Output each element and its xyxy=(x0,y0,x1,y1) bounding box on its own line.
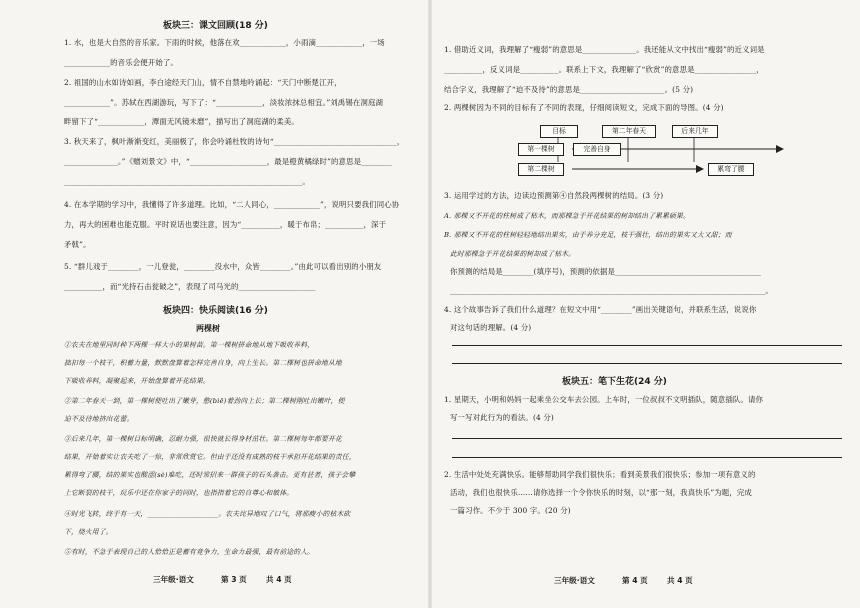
passage-line: 上它断裂的枝干，玩乐中还在你家子的同时，也指指着它的自尊心和敏体。 xyxy=(64,489,294,497)
s5-q1-line: 写一写对此行为的看法。(4 分) xyxy=(450,413,554,422)
answer-line xyxy=(452,438,842,439)
q1-line: 结合字义，我理解了“迫不及待”的意思是______________________。(5 分) xyxy=(444,85,694,94)
s5-q2-line: 一篇习作。不少于 300 字。(20 分) xyxy=(450,506,571,515)
right-page xyxy=(432,0,860,608)
passage-line: 下吸收养料，凝聚起来，开始盘算着开花结果。 xyxy=(64,377,210,385)
diagram-top-box: 后来几年 xyxy=(672,125,718,138)
diagram-second-tree: 第二棵树 xyxy=(518,163,564,176)
s5-q1-line: 1. 星期天，小明和妈妈一起乘坐公交车去公园。上车时，一位叔叔不文明插队，随意插队。请你 xyxy=(444,395,764,404)
section5-heading: 板块五：笔下生花(24 分) xyxy=(562,377,667,387)
s3-line: ____________的音乐会便开始了。 xyxy=(64,58,179,67)
passage-line: 拙扣每一个枝干，积蓄力量，默默盘算着怎样完善自身，向上生长。第二棵树也拼命地从地 xyxy=(64,359,342,367)
answer-line xyxy=(452,457,842,458)
footer-total: 共 4 页 xyxy=(667,576,693,585)
section4-heading: 板块四：快乐阅读(16 分) xyxy=(163,306,268,316)
s5-q2-line: 活动，我们也很快乐……请你选择一个令你快乐的时刻，以“那一刻，我真快乐”为题，完成 xyxy=(450,488,752,497)
q3-option-a: A. 那棵又不开花的柱树成了枯木，而那棵急于开花结果的树却结出了累累硕果。 xyxy=(444,212,690,220)
footer-grade: 三年级·语文 xyxy=(153,575,194,584)
s3-line: ______________。”《赠刘景文》中，“____________________，最是橙黄橘绿时”的意思是________ xyxy=(64,157,392,166)
s3-line: 5. “群儿戏于________，一儿登瓮，________没水中，众皆________。”由此可以看出别的小朋友 xyxy=(64,262,382,271)
mindmap-diagram xyxy=(432,0,860,608)
passage-line: ⑤有时，不急于表现自己的人恰恰正是蓄有竞争力，生命力最强，最有前途的人。 xyxy=(64,548,315,556)
q3-answer-line: 你预测的结局是________(填序号)，预测的依据是______________________________________ xyxy=(450,267,762,276)
answer-line xyxy=(452,363,842,364)
footer-total: 共 4 页 xyxy=(266,575,292,584)
s3-line: 畔留下了“____________，潭面无风镜未磨”，描写出了洞庭湖的柔美。 xyxy=(64,117,299,126)
q3-option-b: B. 那棵又不开花的柱树轻轻地结出果实，由于养分充足，枝干强壮，结出的果实又大又甜；而 xyxy=(444,231,732,239)
s3-line: __________，而“光持石击瓮破之”，表现了司马光的____________________ xyxy=(64,282,316,291)
diagram-second-tree-result: 累弯了腰 xyxy=(708,163,754,176)
q3-answer-line: __________________________________________________________________________________。 xyxy=(450,286,773,295)
passage-line: 迫不及待地挤出花蕾。 xyxy=(64,415,134,423)
diagram-first-tree-goal: 完善自身 xyxy=(573,143,621,156)
s5-q2-line: 2. 生活中处处充满快乐。能够帮助同学我们很快乐；看到美景我们很快乐；参加一项有意义的 xyxy=(444,470,756,479)
passage-line: 结果，开始着实让农夫吃了一惊，非常欣赏它。但由于还没有成熟的枝干承担开花结果的责任， xyxy=(64,453,356,461)
passage-title: 两棵树 xyxy=(196,324,220,333)
q1-line: __________，反义词是__________。联系上下文，我理解了“欣赏”的意思是________________， xyxy=(444,65,764,74)
q3-option-b-cont: 此时那棵急于开花结果的树却成了枯木。 xyxy=(450,250,576,258)
q2-line: 2. 两棵树因为不同的目标有了不同的表现，仔细阅读短文，完成下面的导图。(4 分) xyxy=(444,103,724,112)
diagram-top-box: 目标 xyxy=(540,125,578,138)
diagram-top-box: 第二年春天 xyxy=(602,125,656,138)
section3-heading: 板块三：课文回顾(18 分) xyxy=(163,21,268,31)
diagram-first-tree: 第一棵树 xyxy=(518,143,564,156)
s3-line: ____________”。苏轼在西湖游玩，写下了：“____________，淡妆浓抹总相宜。”刘禹锡在洞庭湖 xyxy=(64,98,384,107)
passage-line: ②第二年春天一到，第一棵树便吐出了嫩芽，憋(biē)着劲向上长；第二棵树刚吐出嫩叶，便 xyxy=(64,397,345,405)
q3-line: 3. 运用学过的方法，边读边预测第④自然段两棵树的结局。(3 分) xyxy=(444,191,664,200)
passage-line: ①农夫在地里同时种下两棵一样大小的果树苗。第一棵树拼命地从地下吸收养料， xyxy=(64,341,315,349)
s3-line: ______________________________________________________________。 xyxy=(64,177,310,186)
passage-line: ④时光飞转，终于有一天，____________________。农夫诧异地叹了口气，将那瘦小的枯木砍 xyxy=(64,510,351,518)
footer-page: 第 4 页 xyxy=(622,576,648,585)
s3-line: 3. 秋天来了，枫叶渐渐变红，美丽极了，你会吟诵杜牧的诗句“________________________________， xyxy=(64,137,405,146)
q1-line: 1. 借助近义词，我理解了“瘦弱”的意思是______________。我还能从文中找出“瘦弱”的近义词是 xyxy=(444,45,765,54)
answer-line xyxy=(452,345,842,346)
passage-line: 累得弯了腰，结的果实也酸涩(sè)难吃，还时常招来一群孩子的石头袭击。更有甚者，孩子会攀 xyxy=(64,471,356,479)
s3-line: 4. 在本学期的学习中，我懂得了许多道理。比如，“二人同心，____________”，说明只要我们同心协 xyxy=(64,200,400,209)
s3-line: 力，再大的困难也能克服。平时说话也要注意，因为“__________，暖于布帛；__________，深于 xyxy=(64,220,387,229)
s3-line: 1. 水，也是大自然的音乐家。下雨的时候，他落在欢____________，小雨滴____________，一场 xyxy=(64,38,385,47)
q4-line: 4. 这个故事告诉了我们什么道理？在短文中用“________”画出关键语句，并联系生活，说说你 xyxy=(444,305,757,314)
footer-page: 第 3 页 xyxy=(221,575,247,584)
s3-line: 2. 祖国的山水如诗如画，李白途经天门山，情不自禁地吟诵起：“天门中断楚江开， xyxy=(64,78,342,87)
s3-line: 矛戟”。 xyxy=(64,240,91,249)
passage-line: ③后来几年，第一棵树目标明确，忍耐力强，很快就长得身材茁壮。第二棵树每年都要开花 xyxy=(64,435,342,443)
footer-grade: 三年级·语文 xyxy=(554,576,595,585)
left-page xyxy=(0,0,428,608)
passage-line: 下，烧火用了。 xyxy=(64,528,113,536)
q4-line: 对这句话的理解。(4 分) xyxy=(450,323,532,332)
